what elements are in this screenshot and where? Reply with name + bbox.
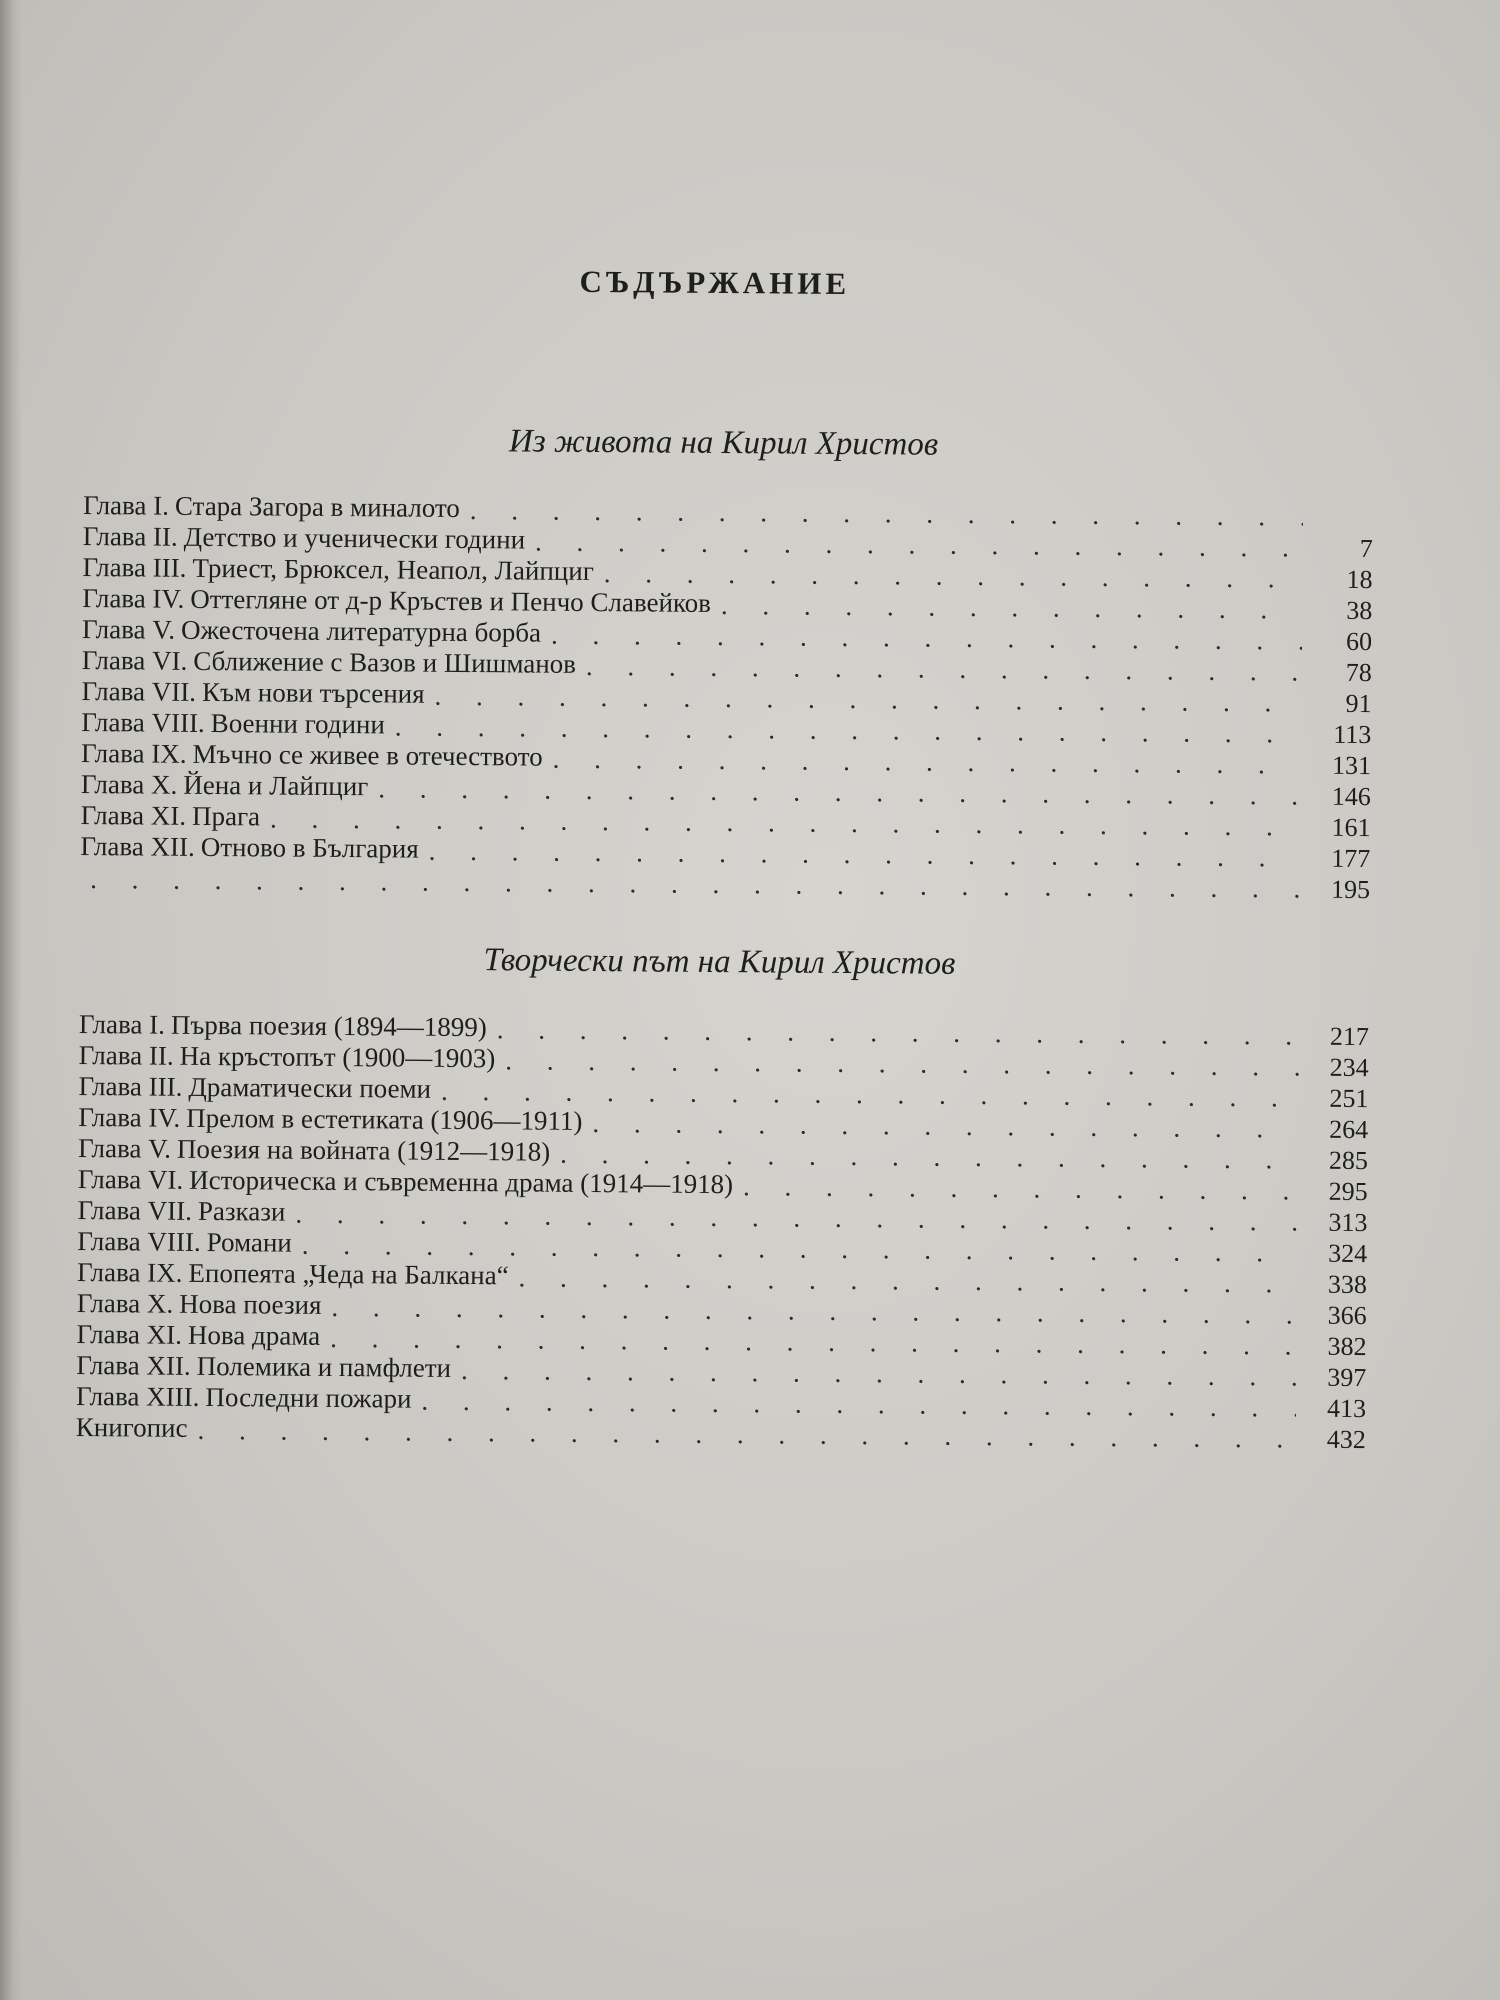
page-number: 251 — [1329, 1083, 1369, 1114]
page-number: 264 — [1329, 1114, 1369, 1145]
toc-list-life — [80, 489, 1383, 905]
chapter-number: Глава II. — [78, 1039, 174, 1071]
dot-leader — [721, 590, 1303, 626]
page-number: 295 — [1328, 1176, 1368, 1207]
entry-label — [76, 1412, 188, 1446]
chapter-title: Мъчно се живее в отечеството — [192, 738, 543, 772]
chapter-title: Ожесточена литературна борба — [180, 614, 542, 648]
chapter-title: Към нови търсения — [201, 676, 425, 709]
chapter-number: Глава I. — [78, 1008, 166, 1040]
page-title: СЪДЪРЖАНИЕ — [579, 263, 851, 302]
chapter-number: Глава VII. — [77, 1194, 193, 1226]
chapter-title: Йена и Лайпциг — [183, 769, 369, 802]
chapter-number: Глава V. — [81, 613, 176, 645]
chapter-number: Глава XIII. — [75, 1380, 200, 1412]
page-number: 397 — [1327, 1362, 1367, 1393]
page-number: 91 — [1345, 688, 1372, 719]
section-title-creative-path: Творчески път на Кирил Христов — [483, 942, 956, 982]
page-number: 113 — [1333, 719, 1372, 750]
page-number: 161 — [1331, 812, 1371, 843]
chapter-title: Книгопис — [75, 1411, 188, 1443]
page-number: 195 — [1330, 874, 1371, 905]
page-number: 78 — [1345, 657, 1372, 688]
page-number: 366 — [1327, 1300, 1367, 1331]
chapter-title: Последни пожари — [205, 1381, 412, 1414]
page-number: 18 — [1346, 564, 1373, 595]
dot-leader — [743, 1171, 1298, 1206]
chapter-title: Нова драма — [187, 1319, 321, 1351]
chapter-number: Глава VIII. — [81, 706, 205, 738]
page-number: 131 — [1331, 750, 1372, 781]
chapter-number: Глава V. — [77, 1132, 172, 1164]
entry-label — [76, 1381, 412, 1417]
chapter-title: Първа поезия (1894—1899) — [170, 1009, 487, 1043]
chapter-title: Отново в България — [200, 831, 419, 864]
chapter-title: Прага — [191, 800, 261, 832]
chapter-number: Глава VI. — [81, 644, 188, 676]
table-of-contents — [76, 260, 1385, 1455]
chapter-number: Глава XII. — [76, 1349, 191, 1381]
entry-label — [77, 1288, 322, 1323]
chapter-title: На кръстопът (1900—1903) — [179, 1040, 496, 1074]
chapter-title: Разкази — [197, 1195, 286, 1227]
chapter-title: Романи — [206, 1226, 292, 1258]
page-number: 338 — [1327, 1269, 1368, 1300]
chapter-number: Глава X. — [76, 1287, 174, 1319]
page-gutter-shadow — [0, 0, 22, 2000]
page-number: 38 — [1346, 595, 1373, 626]
chapter-number: Глава X. — [80, 768, 178, 800]
page-number: 313 — [1328, 1207, 1368, 1238]
page-number: 234 — [1329, 1052, 1369, 1083]
chapter-title: Нова поезия — [179, 1288, 322, 1320]
toc-list-creative-path — [75, 1008, 1379, 1455]
chapter-number: Глава III. — [78, 1070, 183, 1102]
page-number: 413 — [1326, 1393, 1367, 1424]
chapter-number: Глава VIII. — [77, 1225, 201, 1257]
chapter-number: Глава II. — [82, 520, 178, 552]
chapter-title: Полемика и памфлети — [196, 1350, 452, 1383]
entry-label — [81, 676, 424, 712]
page-number: 60 — [1345, 626, 1373, 657]
chapter-number: Глава I. — [82, 489, 170, 521]
chapter-title: Детство и ученически години — [183, 521, 526, 555]
page-number: 285 — [1328, 1145, 1369, 1176]
entry-label — [80, 800, 260, 834]
page-number: 217 — [1329, 1021, 1370, 1052]
chapter-title: Епопеята „Чеда на Балкана“ — [188, 1257, 509, 1291]
page-number: 177 — [1331, 843, 1371, 874]
chapter-number: Глава XI. — [76, 1318, 183, 1350]
page-number: 146 — [1331, 781, 1371, 812]
chapter-number: Глава XI. — [80, 799, 187, 831]
entry-label — [77, 1226, 292, 1261]
page-number: 432 — [1326, 1424, 1366, 1455]
chapter-number: Глава IX. — [81, 737, 187, 769]
chapter-number: Глава XII. — [80, 830, 195, 862]
chapter-title: Оттегляне от д-р Кръстев и Пенчо Славейков — [190, 583, 712, 618]
entry-label — [78, 1071, 431, 1107]
page-number: 382 — [1327, 1331, 1367, 1362]
chapter-title: Сближение с Вазов и Шишманов — [193, 645, 577, 679]
chapter-number: Глава III. — [82, 551, 187, 583]
section-title-life: Из живота на Кирил Христов — [508, 423, 939, 463]
entry-label — [81, 707, 385, 742]
chapter-number: Глава IX. — [76, 1256, 183, 1288]
chapter-title: Военни години — [210, 708, 386, 740]
page-number: 324 — [1328, 1238, 1368, 1269]
page-number: 7 — [1359, 534, 1373, 564]
chapter-number: Глава IV. — [78, 1101, 181, 1133]
chapter-title: Триест, Брюксел, Неапол, Лайпциг — [192, 552, 594, 587]
chapter-number: Глава VII. — [81, 675, 197, 707]
chapter-title: Поезия на войната (1912—1918) — [176, 1133, 551, 1167]
chapter-title: Историческа и съвременна драма (1914—1918) — [189, 1164, 734, 1200]
chapter-number: Глава VI. — [77, 1163, 184, 1195]
chapter-title: Драматически поеми — [188, 1071, 432, 1104]
chapter-title: Прелом в естетиката (1906—1911) — [186, 1102, 583, 1136]
entry-label — [80, 831, 419, 867]
chapter-number: Глава IV. — [82, 582, 185, 614]
entry-label — [76, 1319, 320, 1354]
entry-label — [77, 1195, 285, 1230]
entry-label — [81, 769, 369, 804]
chapter-title: Стара Загора в миналото — [174, 490, 461, 523]
